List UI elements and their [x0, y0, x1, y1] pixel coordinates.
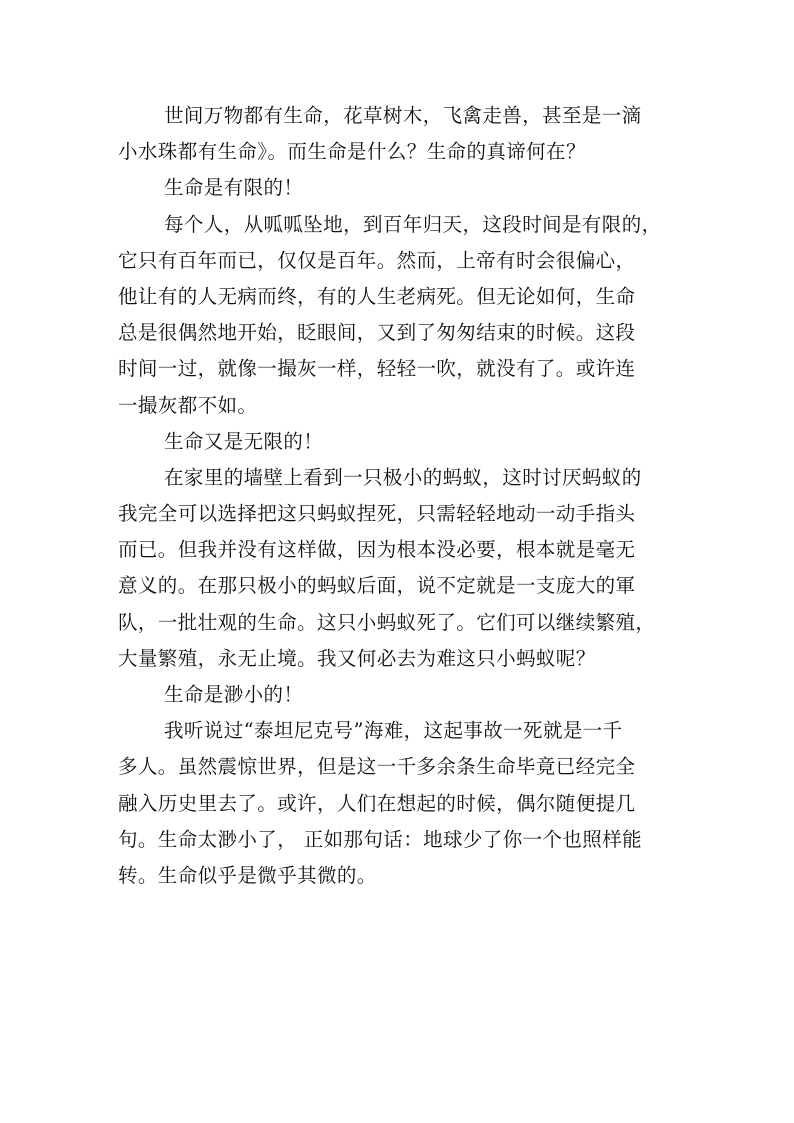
- text-line: 我完全可以选择把这只蚂蚁捏死，只需轻轻地动一动手指头: [118, 502, 636, 526]
- text-line: 一撮灰都不如。: [118, 393, 258, 417]
- section-heading: 生命是有限的！: [164, 176, 304, 200]
- text-line: 它只有百年而已，仅仅是百年。然而，上帝有时会很偏心，: [118, 248, 636, 272]
- document-body: [118, 98, 684, 894]
- section-heading: 生命是渺小的！: [164, 683, 304, 706]
- text-line: 小水珠都有生命》。而生命是什么？生命的真谛何在？: [118, 140, 586, 164]
- text-line: 融入历史里去了。或许，人们在想起的时候，偶尔随便提几: [118, 791, 636, 815]
- text-line: 我听说过“泰坦尼克号”海难，这起事故一死就是一千: [164, 719, 623, 743]
- text-line: 转。生命似乎是微乎其微的。: [118, 863, 377, 887]
- section-heading: 生命又是无限的！: [164, 429, 324, 453]
- text-line: 在家里的墙壁上看到一只极小的蚂蚁，这时讨厌蚂蚁的: [164, 465, 642, 489]
- text-line: 总是很偶然地开始，眨眼间，又到了匆匆结束的时候。这段: [118, 321, 636, 345]
- text-line: 每个人，从呱呱坠地，到百年归天，这段时间是有限的，: [164, 212, 662, 236]
- text-line: 大量繁殖，永无止境。我又何必去为难这只小蚂蚁呢？: [118, 646, 596, 670]
- text-line: 世间万物都有生命，花草树木，飞禽走兽，甚至是一滴: [164, 104, 642, 127]
- text-line: 句。生命太渺小了， 正如那句话：地球少了你一个也照样能: [118, 827, 642, 851]
- text-line: 意义的。在那只极小的蚂蚁后面，说不定就是一支庞大的軍: [118, 574, 636, 598]
- text-line: 多人。虽然震惊世界，但是这一千多余条生命毕竟已经完全: [118, 755, 636, 779]
- text-line: 时间一过，就像一撮灰一样，轻轻一吹，就没有了。或许连: [118, 357, 636, 381]
- text-line: 他让有的人无病而终，有的人生老病死。但无论如何，生命: [118, 284, 636, 308]
- text-line: 队，一批壮观的生命。这只小蚂蚁死了。它们可以继续繁殖，: [118, 610, 656, 634]
- text-line: 而已。但我并没有这样做，因为根本没必要，根本就是毫无: [118, 538, 636, 562]
